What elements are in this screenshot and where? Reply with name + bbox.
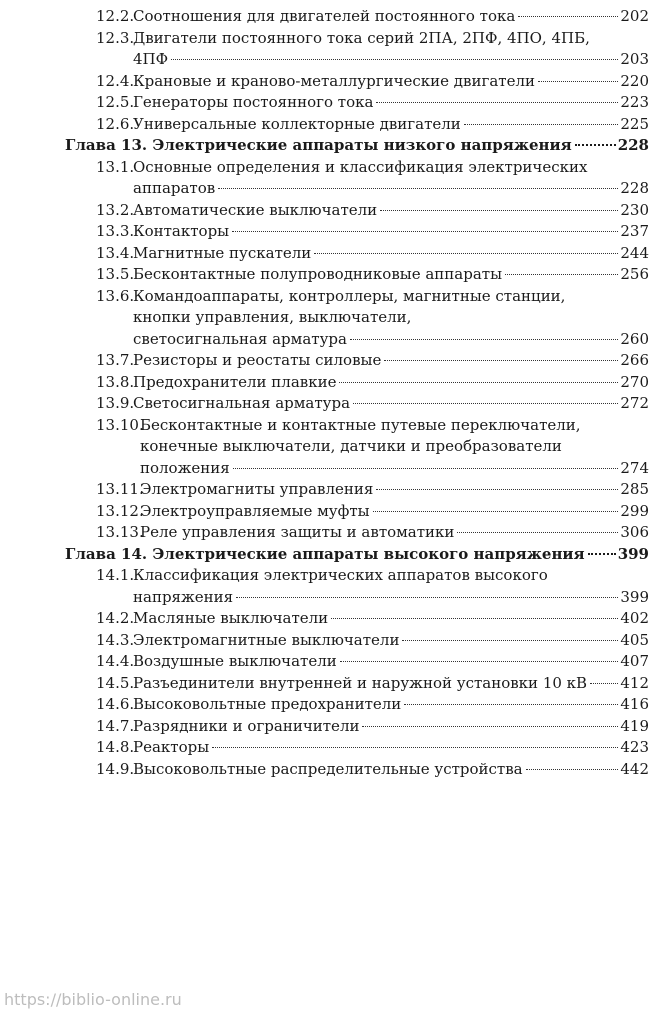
toc-page-number: 244	[620, 243, 649, 262]
toc-page-number: 423	[620, 738, 649, 756]
toc-entry-title: Универсальные коллекторные двигатели	[133, 114, 461, 133]
toc-entry-title: Глава 14. Электрические аппараты высокого напряжения	[65, 544, 585, 563]
toc-section-entry[interactable]: 14.7. Разрядники и ограничители 419	[0, 716, 658, 738]
toc-page-number: 230	[620, 200, 649, 219]
toc-entry-title: Реле управления защиты и автоматики	[140, 523, 455, 541]
toc-page-number: 220	[620, 71, 649, 90]
toc-entry-title: 4ПФ	[133, 50, 169, 68]
toc-page-number: 202	[620, 7, 649, 25]
dot-leader	[538, 81, 618, 82]
dot-leader	[171, 59, 618, 60]
dot-leader	[236, 597, 618, 598]
toc-section-entry[interactable]: 13.9. Светосигнальная арматура 272	[0, 393, 658, 415]
toc-entry-title: конечные выключатели, датчики и преобразователи	[140, 437, 562, 455]
toc-section-entry[interactable]: 13.2. Автоматические выключатели 230	[0, 200, 658, 222]
toc-entry-title: Основные определения и классификация электрических	[133, 157, 588, 176]
toc-entry-title: Генераторы постоянного тока	[133, 93, 374, 111]
toc-page-number: 260	[620, 329, 649, 348]
toc-entry-title: Автоматические выключатели	[133, 200, 378, 219]
dot-leader	[464, 124, 619, 125]
toc-page-number: 237	[620, 222, 649, 240]
dot-leader	[362, 726, 618, 727]
toc-chapter-entry[interactable]	[0, 544, 658, 566]
toc-entry-title: Классификация электрических аппаратов высокого	[133, 566, 548, 584]
dot-leader	[404, 704, 618, 705]
dot-leader	[505, 274, 618, 275]
toc-page-number: 228	[620, 179, 649, 197]
toc-section-entry[interactable]: 13.5. Бесконтактные полупроводниковые аппараты 256	[0, 264, 658, 286]
dot-leader	[590, 683, 618, 684]
toc-entry-title: Резисторы и реостаты силовые	[133, 351, 382, 369]
toc-entry-title: Двигатели постоянного тока серий 2ПА, 2ПФ, 4ПО, 4ПБ,	[133, 28, 590, 47]
toc-entry-title: напряжения	[133, 587, 234, 606]
toc-chapter-entry[interactable]	[0, 135, 658, 157]
footer-url[interactable]: https://biblio-online.ru	[4, 990, 182, 1009]
toc-section-entry[interactable]: 14.9. Высоковольтные распределительные устройства 442	[0, 759, 658, 781]
toc-section-entry[interactable]: 14.4. Воздушные выключатели 407	[0, 651, 658, 673]
toc-entry-title: светосигнальная арматура	[133, 329, 347, 348]
toc-section-entry[interactable]: 13.6. Командоаппараты, контроллеры, магнитные станции, кнопки управления, выключатели, светосигнальная арматура 260	[0, 286, 658, 351]
toc-page-number: 412	[620, 673, 649, 692]
toc-page-number: 399	[620, 587, 649, 606]
toc-section-entry[interactable]: 13.4. Магнитные пускатели 244	[0, 243, 658, 265]
toc-entry-title: Реакторы	[133, 738, 210, 756]
dot-leader	[373, 511, 619, 512]
dot-leader	[526, 769, 619, 770]
toc-entry-title: Высоковольтные распределительные устройства	[133, 759, 523, 778]
toc-page-number: 270	[620, 372, 649, 391]
toc-section-entry[interactable]: 13.8. Предохранители плавкие 270	[0, 372, 658, 394]
toc-section-entry[interactable]: 13.10. Бесконтактные и контактные путевые переключатели, конечные выключатели, датчики и преобразователи положения 274	[0, 415, 658, 480]
dot-leader	[384, 360, 618, 361]
toc-section-entry[interactable]: 14.6. Высоковольтные предохранители 416	[0, 694, 658, 716]
dot-leader	[588, 553, 616, 555]
toc-entry-title: кнопки управления, выключатели,	[133, 308, 412, 326]
toc-entry-title: аппаратов	[133, 179, 216, 197]
toc-entry-title: Разрядники и ограничители	[133, 716, 360, 735]
toc-entry-title: Масляные выключатели	[133, 609, 329, 627]
toc-section-entry[interactable]: 14.5. Разъединители внутренней и наружной установки 10 кВ 412	[0, 673, 658, 695]
dot-leader	[380, 210, 618, 211]
toc-page-number: 407	[620, 652, 649, 670]
toc-entry-title: Электромагнитные выключатели	[133, 630, 400, 649]
toc-section-entry[interactable]: 13.7. Резисторы и реостаты силовые 266	[0, 350, 658, 372]
toc-section-entry[interactable]: 12.2. Соотношения для двигателей постоянного тока 202	[0, 6, 658, 28]
dot-leader	[376, 102, 618, 103]
toc-section-entry[interactable]: 14.8. Реакторы 423	[0, 737, 658, 759]
toc-section-entry[interactable]: 13.1. Основные определения и классификация электрических аппаратов 228	[0, 157, 658, 200]
toc-page-number: 402	[620, 609, 649, 627]
toc-section-entry[interactable]: 12.4. Крановые и краново-металлургические двигатели 220	[0, 71, 658, 93]
toc-section-entry[interactable]: 12.5. Генераторы постоянного тока 223	[0, 92, 658, 114]
dot-leader	[233, 468, 619, 469]
toc-entry-title: Воздушные выключатели	[133, 652, 337, 670]
toc-section-entry[interactable]: 14.3. Электромагнитные выключатели 405	[0, 630, 658, 652]
toc-entry-title: Светосигнальная арматура	[133, 394, 351, 412]
toc-section-entry[interactable]: 13.11. Электромагниты управления 285	[0, 479, 658, 501]
dot-leader	[353, 403, 618, 404]
toc-page-number: 399	[617, 544, 649, 563]
toc-entry-title: Разъединители внутренней и наружной установки 10 кВ	[133, 673, 588, 692]
toc-page-number: 225	[620, 114, 649, 133]
toc-page-number: 266	[620, 351, 649, 369]
dot-leader	[212, 747, 618, 748]
dot-leader	[575, 144, 616, 146]
toc-page-number: 419	[620, 716, 649, 735]
toc-entry-title: Магнитные пускатели	[133, 243, 312, 262]
dot-leader	[218, 188, 618, 189]
toc-section-entry[interactable]: 12.3. Двигатели постоянного тока серий 2ПА, 2ПФ, 4ПО, 4ПБ, 4ПФ 203	[0, 28, 658, 71]
toc-entry-title: Бесконтактные и контактные путевые переключатели,	[140, 415, 581, 434]
toc-entry-title: Командоаппараты, контроллеры, магнитные станции,	[133, 286, 566, 305]
toc-entry-title: Электроуправляемые муфты	[140, 501, 370, 520]
toc-page-number: 299	[620, 501, 649, 520]
toc-entry-title: положения	[140, 458, 230, 477]
toc-entry-title: Крановые и краново-металлургические двигатели	[133, 71, 535, 90]
dot-leader	[331, 618, 618, 619]
dot-leader	[339, 382, 618, 383]
toc-page-number: 256	[620, 265, 649, 283]
toc-entry-title: Соотношения для двигателей постоянного тока	[133, 7, 516, 25]
toc-entry-title: Предохранители плавкие	[133, 372, 337, 391]
toc-section-entry[interactable]: 12.6. Универсальные коллекторные двигатели 225	[0, 114, 658, 136]
dot-leader	[402, 640, 618, 641]
dot-leader	[518, 16, 618, 17]
toc-page-number: 405	[620, 630, 649, 649]
toc-page-number: 203	[620, 50, 649, 68]
toc-entry-title: Глава 13. Электрические аппараты низкого напряжения	[65, 136, 572, 154]
dot-leader	[376, 489, 618, 490]
toc-page-number: 306	[620, 523, 649, 541]
toc-page-number: 272	[620, 394, 649, 412]
toc-section-entry[interactable]: 14.2. Масляные выключатели 402	[0, 608, 658, 630]
toc-entry-title: Бесконтактные полупроводниковые аппараты	[133, 265, 503, 283]
dot-leader	[232, 231, 618, 232]
toc-section-entry[interactable]: 14.1. Классификация электрических аппаратов высокого напряжения 399	[0, 565, 658, 608]
toc-page-number: 442	[620, 759, 649, 778]
toc-section-entry[interactable]: 13.12. Электроуправляемые муфты 299	[0, 501, 658, 523]
toc-section-entry[interactable]: 13.13. Реле управления защиты и автоматики 306	[0, 522, 658, 544]
dot-leader	[340, 661, 619, 662]
toc-page-number: 223	[620, 93, 649, 111]
toc-page-number: 274	[620, 458, 649, 477]
dot-leader	[457, 532, 618, 533]
toc-page-number: 416	[620, 695, 649, 713]
toc-page-number: 228	[617, 136, 649, 154]
toc-entry-title: Контакторы	[133, 222, 230, 240]
toc-entry-title: Электромагниты управления	[140, 480, 374, 498]
toc-page-number: 285	[620, 480, 649, 498]
dot-leader	[350, 339, 618, 340]
toc-entry-title: Высоковольтные предохранители	[133, 695, 402, 713]
toc-section-entry[interactable]: 13.3. Контакторы 237	[0, 221, 658, 243]
dot-leader	[314, 253, 618, 254]
